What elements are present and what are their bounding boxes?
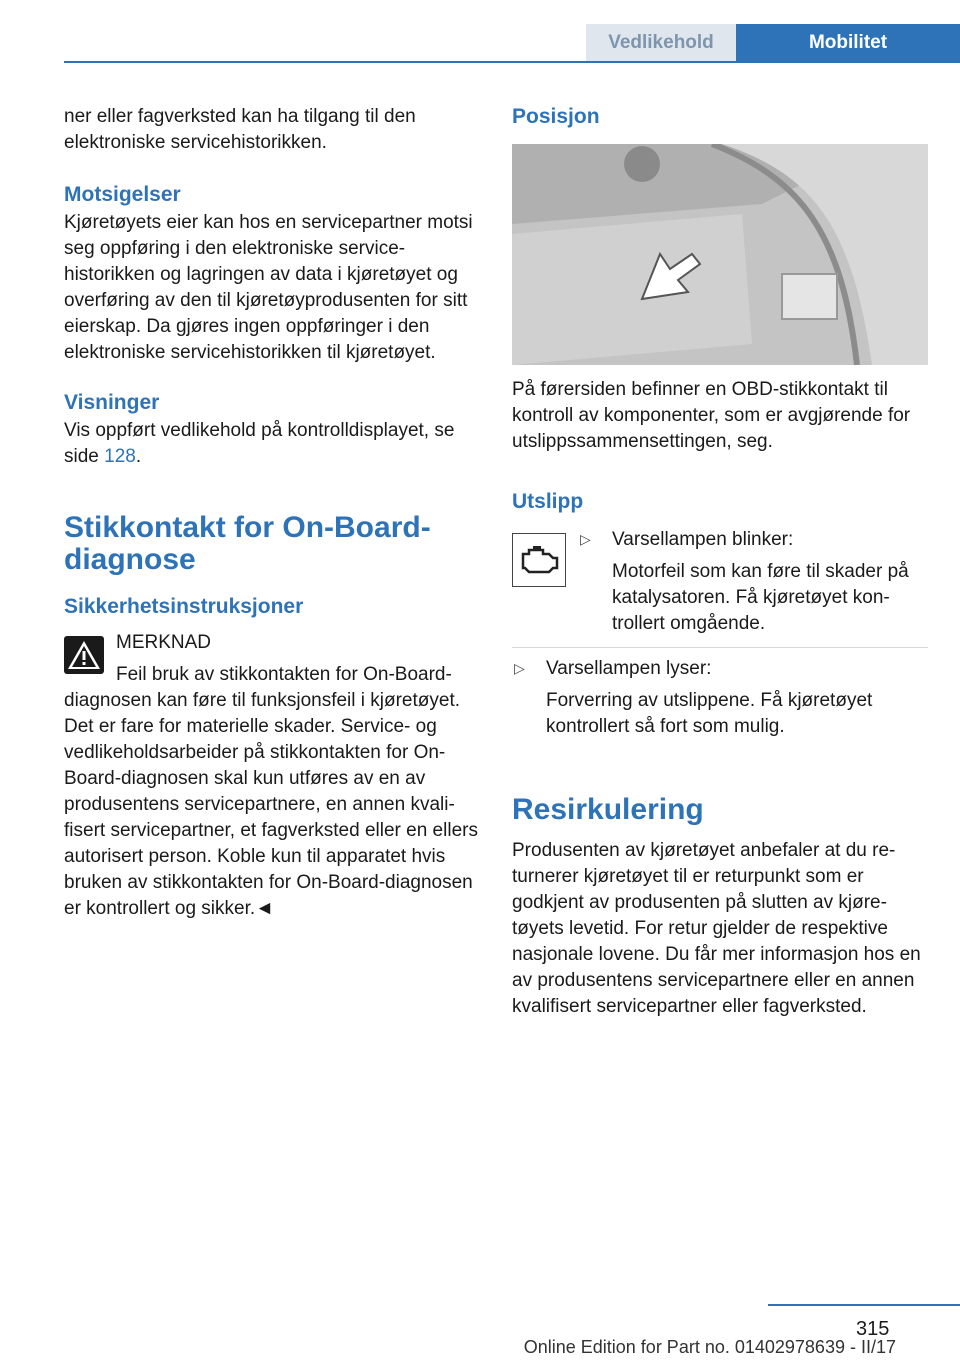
motsigelser-text: Kjøretøyets eier kan hos en servicepartner motsi seg oppføring i den elektroniske servicehistorikken og lagringen av data i kjøretøyet og overføring av den til kjøretøyprodusenten for sitt eierskap. Da gjøres ingen oppføringer i den elektroniske servicehistorikken til kjøretøyet. (64, 212, 473, 363)
bullet-1-text: Motorfeil som kan føre til skader på katalysatoren. Få kjøretøyet kontrollert omgående. (612, 561, 909, 634)
bullet-triangle-icon: ▷ (580, 531, 591, 547)
warning-label: MERKNAD (116, 632, 212, 653)
bullet-item-lyser (512, 647, 928, 740)
edition-footer: Online Edition for Part no. 01402978639 - II/17 (523, 1337, 896, 1357)
resirkulering-text: Produsenten av kjøretøyet anbefaler at du returnerer kjøretøyet til er returpunkt som er godkjent av produsenten på slutten av kjøretøyets levetid. For retur gjelder de respektive nasjonale lovene. Du får mer informasjon hos en av produsentens servicepartnere eller en annen kvalifisert servicepartner eller fagverksted. (512, 840, 921, 1017)
tab-vedlikehold[interactable]: Vedlikehold (586, 24, 736, 61)
footer-rule (768, 1304, 960, 1306)
posisjon-text: På førersiden befinner en OBD-stikkontakt til kontroll av komponenter, som er avgjørende for utslippssammensettingen, seg. (512, 379, 911, 452)
visninger-text (64, 418, 480, 470)
warning-triangle-icon (64, 636, 104, 674)
obd-location-photo (512, 144, 928, 365)
heading-posisjon: Posisjon (512, 105, 600, 128)
page-link-128[interactable]: 128 (104, 446, 136, 467)
heading-sikkerhet: Sikkerhetsinstruksjoner (64, 595, 304, 618)
intro-text: ner eller fagverksted kan ha tilgang til den elektroniske servicehistorikken. (64, 106, 416, 153)
bullet-triangle-icon: ▷ (514, 660, 525, 676)
page-number: 315 (856, 1318, 890, 1340)
bullet-item-blinker (512, 527, 928, 637)
left-column (64, 100, 480, 922)
bullet-1-label: Varsellampen blinker: (612, 529, 794, 550)
bullet-2-label: Varsellampen lyser: (546, 658, 712, 679)
heading-visninger: Visninger (64, 391, 160, 414)
warning-text: Feil bruk av stikkontakten for On-Board-diagnosen kan føre til funksjonsfeil i kjøretøyet. Det er fare for materielle skader. Service- og vedlikeholdsarbeider på stikkontakten for On-Board-diagnosen skal kun utføres av en av produsentens servicepartnere, en annen kvalifisert servicepartner, et fagverksted eller en ellers autorisert person. Koble kun til apparatet hvis bruken av stikkontakten for On-Board-diagnosen er kontrollert og sikker.◄ (64, 664, 478, 919)
tab-mobilitet[interactable]: Mobilitet (736, 24, 960, 61)
section-title-resirkulering: Resirkulering (512, 793, 704, 826)
engine-warning-icon (512, 533, 566, 587)
section-title-obd: Stikkontakt for On-Board-diagnose (64, 511, 431, 576)
header-rule (64, 61, 960, 63)
warning-notice (64, 630, 480, 922)
visninger-text-before: Vis oppført vedlikehold på kontrolldisplayet, se side (64, 420, 455, 467)
heading-motsigelser: Motsigelser (64, 183, 181, 206)
bullet-2-text: Forverring av utslippene. Få kjøretøyet kontrollert så fort som mulig. (546, 690, 873, 737)
visninger-text-after: . (135, 446, 142, 467)
right-column (512, 100, 928, 1020)
heading-utslipp: Utslipp (512, 490, 584, 513)
